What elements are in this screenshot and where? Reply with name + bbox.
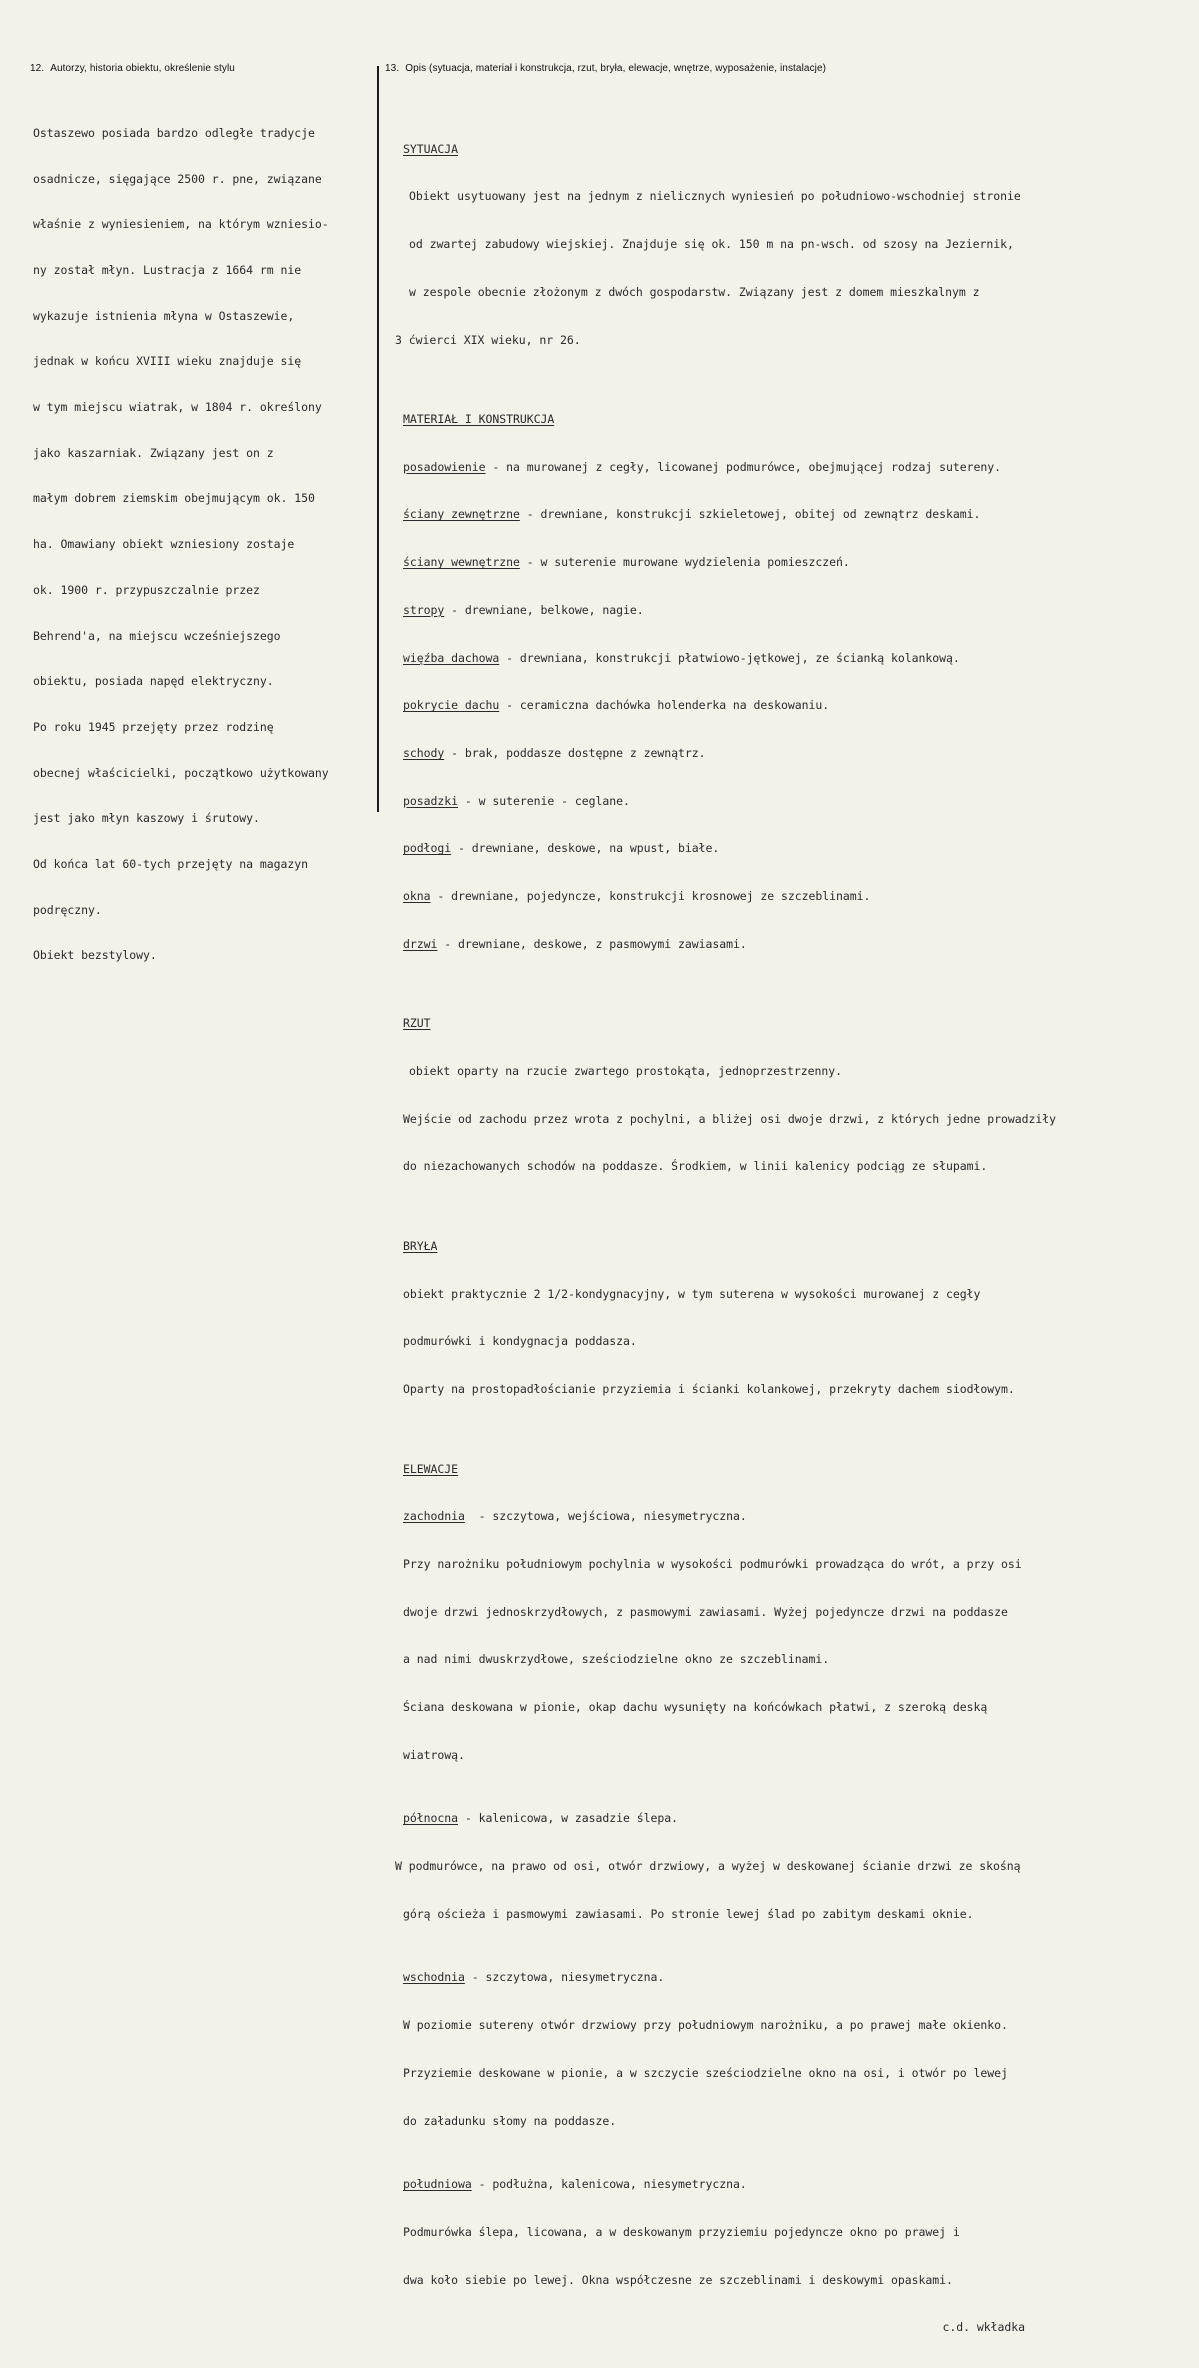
history-line: obecnej właścicielki, początkowo użytkowany [33, 765, 329, 780]
history-line: ha. Omawiany obiekt wzniesiony zostaje [33, 537, 295, 552]
section-13-title: Opis (sytuacja, materiał i konstrukcja, rzut, bryła, elewacje, wnętrze, wyposażenie, instalacje) [405, 63, 827, 74]
material-desc: - drewniane, deskowe, na wpust, białe. [451, 841, 720, 856]
section-13-header [385, 63, 826, 74]
material-desc: - drewniane, belkowe, nagie. [444, 602, 644, 617]
bryla-line: obiekt praktycznie 2 1/2-kondygnacyjny, w tym suterena w wysokości murowanej z cegły [403, 1286, 981, 1301]
material-desc: - w suterenie murowane wydzielenia pomieszczeń. [519, 555, 850, 570]
material-term: okna [403, 889, 431, 904]
material-term: drzwi [403, 936, 438, 951]
elevation-desc: - szczytowa, niesymetryczna. [464, 1970, 665, 1985]
material-desc: - brak, poddasze dostępne z zewnątrz. [444, 745, 706, 760]
material-item [403, 889, 1193, 905]
bryla-heading-line [403, 1239, 1193, 1255]
sytuacja-line: 3 ćwierci XIX wieku, nr 26. [395, 332, 581, 347]
elevation-line: Przyziemie deskowane w pionie, a w szczycie sześciodzielne okno na osi, i otwór po lewej [403, 2065, 1008, 2080]
bryla-line: Oparty na prostopadłościanie przyziemia i ścianki kolankowej, przekryty dachem siodłowym. [403, 1382, 1015, 1397]
elevation-desc: - kalenicowa, w zasadzie ślepa. [458, 1811, 678, 1826]
material-term: posadowienie [403, 459, 486, 474]
history-line: małym dobrem ziemskim obejmującym ok. 150 [33, 491, 315, 506]
material-desc: - w suterenie - ceglane. [458, 793, 630, 808]
elewacje-heading-line [403, 1462, 1193, 1478]
history-line: wykazuje istnienia młyna w Ostaszewie, [33, 308, 295, 323]
material-term: więźba dachowa [403, 650, 500, 665]
history-line: Po roku 1945 przejęty przez rodzinę [33, 719, 274, 734]
elevation-term: wschodnia [403, 1970, 465, 1985]
history-line: Od końca lat 60-tych przejęty na magazyn [33, 857, 308, 872]
continuation-note: c.d. wkładka [942, 2320, 1025, 2335]
history-line: Ostaszewo posiada bardzo odległe tradycje [33, 125, 315, 140]
material-heading: MATERIAŁ I KONSTRUKCJA [403, 412, 555, 427]
sytuacja-heading: SYTUACJA [403, 141, 458, 156]
material-desc: - drewniane, deskowe, z pasmowymi zawiasami. [437, 936, 747, 951]
section-12-title: Autorzy, historia obiektu, określenie stylu [50, 63, 235, 74]
material-item [403, 794, 1193, 810]
material-desc: - drewniane, pojedyncze, konstrukcji krosnowej ze szczeblinami. [430, 889, 871, 904]
section-13-number: 13. [385, 63, 400, 74]
elevation-term: północna [403, 1811, 458, 1826]
section-12-header [30, 63, 235, 74]
elevation-line: Ściana deskowana w pionie, okap dachu wysunięty na końcówkach płatwi, z szeroką deską [403, 1700, 988, 1715]
material-item [403, 937, 1193, 953]
column-divider [377, 66, 379, 812]
elevation-line: a nad nimi dwuskrzydłowe, sześciodzielne okno ze szczeblinami. [403, 1652, 830, 1667]
elevation-line: W podmurówce, na prawo od osi, otwór drzwiowy, a wyżej w deskowanej ścianie drzwi ze skośną [395, 1859, 1021, 1874]
material-item [403, 507, 1193, 523]
bryla-line: podmurówki i kondygnacja poddasza. [403, 1334, 637, 1349]
material-heading-line [403, 412, 1193, 428]
elevation-west [403, 1509, 1193, 1525]
sytuacja-line: Obiekt usytuowany jest na jednym z nielicznych wyniesień po południowo-wschodniej stronie [409, 189, 1021, 204]
sytuacja-heading-line [403, 142, 1193, 158]
elevation-east [403, 1970, 1193, 1986]
history-line: jest jako młyn kaszowy i śrutowy. [33, 811, 260, 826]
rzut-heading: RZUT [403, 1016, 431, 1031]
material-term: ściany zewnętrzne [403, 507, 520, 522]
rzut-heading-line [403, 1016, 1193, 1032]
material-term: schody [403, 745, 445, 760]
elevation-desc: - szczytowa, wejściowa, niesymetryczna. [464, 1509, 747, 1524]
elevation-line: dwa koło siebie po lewej. Okna współczesne ze szczeblinami i deskowymi opaskami. [403, 2272, 953, 2287]
history-line: Obiekt bezstylowy. [33, 948, 157, 963]
rzut-line: obiekt oparty na rzucie zwartego prostokąta, jednoprzestrzenny. [409, 1064, 843, 1078]
bryla-heading: BRYŁA [403, 1238, 438, 1253]
elevation-line: Podmurówka ślepa, licowana, a w deskowanym przyziemiu pojedyncze okno po prawej i [403, 2224, 960, 2239]
history-line: osadnicze, sięgające 2500 r. pne, związane [33, 171, 322, 186]
sytuacja-line: od zwartej zabudowy wiejskiej. Znajduje się ok. 150 m na pn-wsch. od szosy na Jeziernik, [409, 237, 1014, 252]
elevation-south [403, 2177, 1193, 2193]
elevation-term: południowa [403, 2177, 472, 2192]
history-line: właśnie z wyniesieniem, na którym wzniesio- [33, 217, 329, 232]
material-desc: - drewniane, konstrukcji szkieletowej, obitej od zewnątrz deskami. [519, 507, 981, 522]
history-line: podręczny. [33, 902, 102, 917]
elevation-line: W poziomie sutereny otwór drzwiowy przy południowym narożniku, a po prawej małe okienko. [403, 2018, 1008, 2033]
sytuacja-line: w zespole obecnie złożonym z dwóch gospodarstw. Związany jest z domem mieszkalnym z [409, 284, 980, 299]
elevation-line: górą ościeża i pasmowymi zawiasami. Po stronie lewej ślad po zabitym deskami oknie. [403, 1906, 974, 1921]
material-term: podłogi [403, 841, 452, 856]
material-item [403, 460, 1193, 476]
rzut-line: Wejście od zachodu przez wrota z pochylni, a bliżej osi dwoje drzwi, z których jedne prowadziły [403, 1111, 1056, 1126]
material-item [403, 651, 1193, 667]
elevation-term: zachodnia [403, 1509, 465, 1524]
rzut-line: do niezachowanych schodów na poddasze. Środkiem, w linii kalenicy podciąg ze słupami. [403, 1159, 988, 1174]
material-term: ściany wewnętrzne [403, 555, 520, 570]
elevation-north [403, 1811, 1193, 1827]
material-item [403, 603, 1193, 619]
history-line: jednak w końcu XVIII wieku znajduje się [33, 354, 302, 369]
material-item [403, 841, 1193, 857]
section-12-number: 12. [30, 63, 45, 74]
material-item [403, 698, 1193, 714]
material-term: posadzki [403, 793, 458, 808]
elevation-line: do załadunku słomy na poddasze. [403, 2113, 617, 2128]
material-term: stropy [403, 602, 445, 617]
material-desc: - drewniana, konstrukcji płatwiowo-jętkowej, ze ścianką kolankową. [499, 650, 960, 665]
description-text [395, 94, 1193, 2368]
history-line: ok. 1900 r. przypuszczalnie przez [33, 582, 260, 597]
material-desc: - ceramiczna dachówka holenderka na deskowaniu. [499, 698, 830, 713]
elevation-line: dwoje drzwi jednoskrzydłowych, z pasmowymi zawiasami. Wyżej pojedyncze drzwi na poddasze [403, 1604, 1008, 1619]
material-item [403, 746, 1193, 762]
history-text [33, 96, 375, 994]
history-line: w tym miejscu wiatrak, w 1804 r. określony [33, 400, 322, 415]
material-desc: - na murowanej z cegły, licowanej podmurówce, obejmującej rodzaj sutereny. [485, 459, 1002, 474]
material-term: pokrycie dachu [403, 698, 500, 713]
elewacje-heading: ELEWACJE [403, 1461, 458, 1476]
history-line: ny został młyn. Lustracja z 1664 rm nie [33, 262, 302, 277]
elevation-desc: - podłużna, kalenicowa, niesymetryczna. [471, 2177, 747, 2192]
history-line: Behrend'a, na miejscu wcześniejszego [33, 628, 281, 643]
history-line: jako kaszarniak. Związany jest on z [33, 445, 274, 460]
elevation-line: wiatrową. [403, 1747, 465, 1762]
history-line: obiektu, posiada napęd elektryczny. [33, 674, 274, 689]
elevation-line: Przy narożniku południowym pochylnia w wysokości podmurówki prowadząca do wrót, a przy osi [403, 1556, 1022, 1571]
material-item [403, 555, 1193, 571]
